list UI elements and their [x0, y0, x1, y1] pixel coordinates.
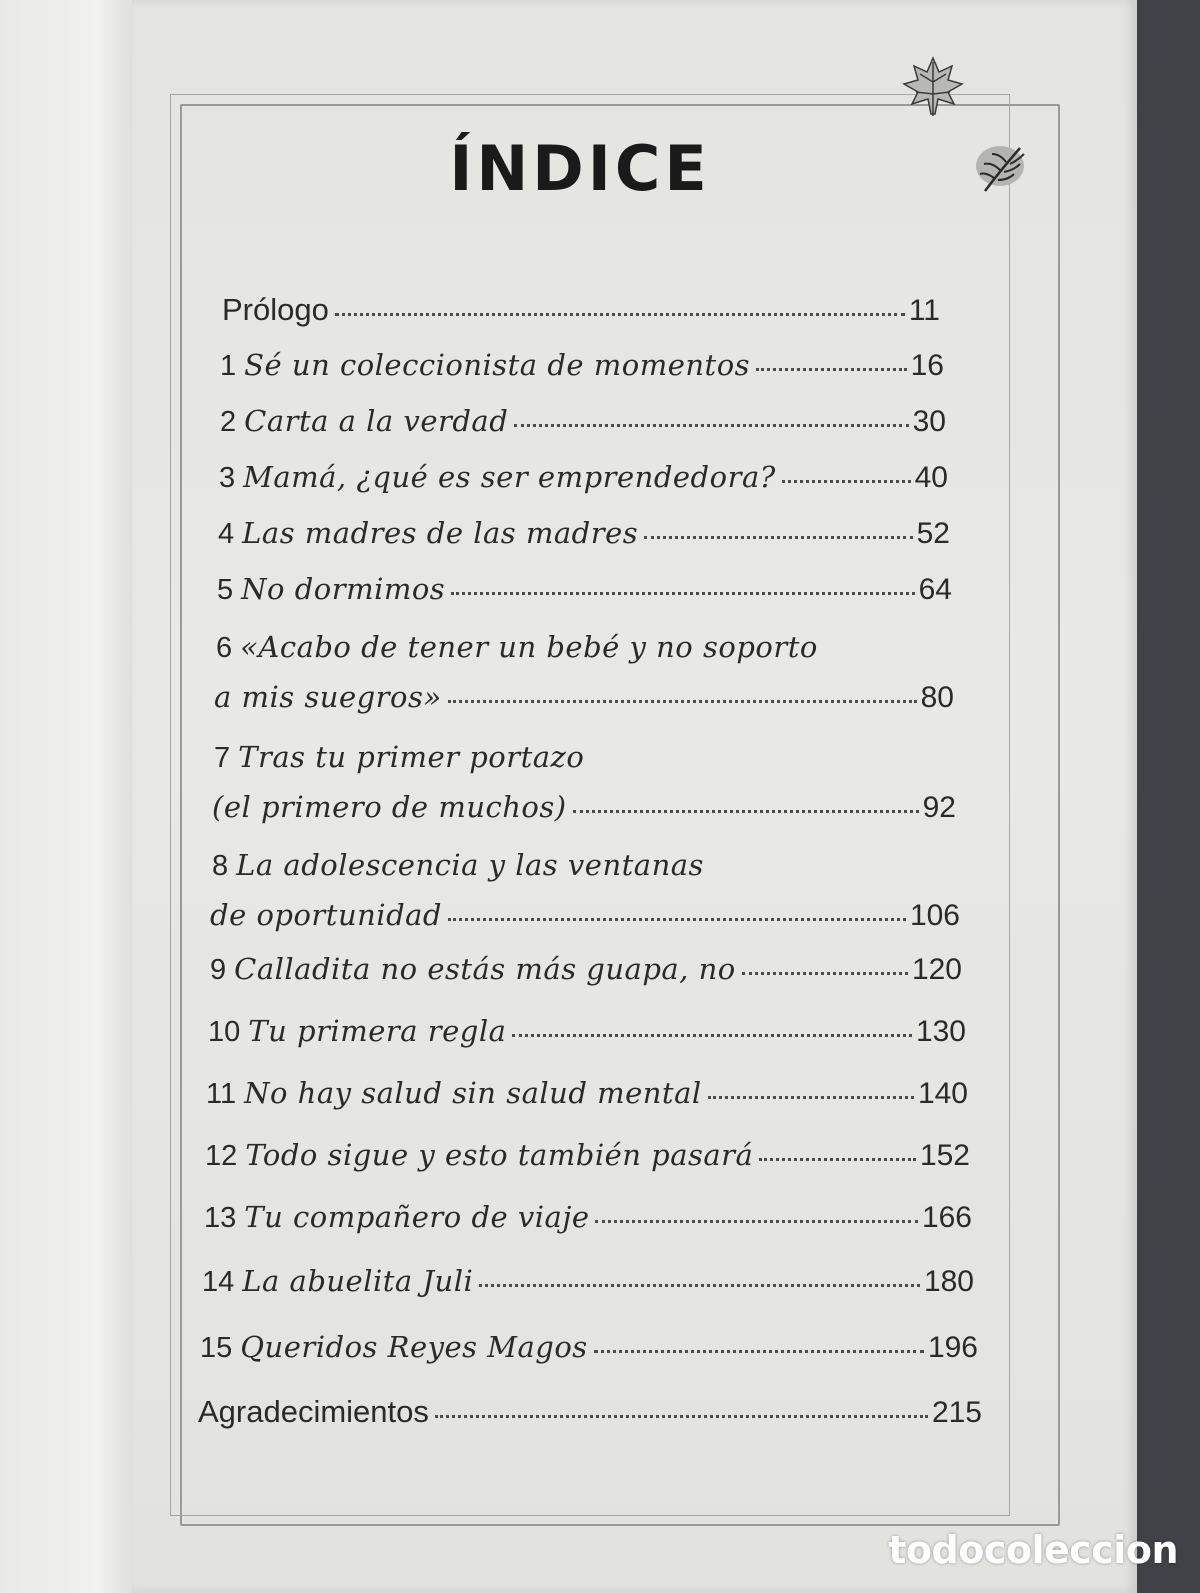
toc-entry-number: 10: [208, 1016, 241, 1048]
page-title: ÍNDICE: [449, 132, 711, 205]
toc-entry-title: Mamá, ¿qué es ser emprendedora?: [243, 460, 776, 494]
toc-entry-title: Tu compañero de viaje: [244, 1200, 590, 1234]
toc-entry-title: No hay salud sin salud mental: [244, 1076, 702, 1110]
toc-entry-title: Sé un coleccionista de momentos: [244, 348, 751, 382]
toc-entry-page: 30: [912, 405, 946, 438]
toc-entry-page: 80: [920, 681, 954, 714]
toc-entry-number: 11: [206, 1078, 237, 1110]
toc-entry: [217, 572, 952, 607]
toc-entry-page: 196: [927, 1331, 978, 1364]
toc-entry-title-cont: (el primero de muchos): [212, 790, 567, 824]
toc-entry-number: 6: [216, 632, 233, 664]
dot-leader: [594, 1350, 924, 1353]
toc-entry-title: Agradecimientos: [198, 1394, 429, 1429]
toc-entry: [210, 898, 960, 933]
toc-entry-number: 9: [210, 954, 227, 986]
toc-entry-title: La adolescencia y las ventanas: [236, 848, 704, 882]
toc-entry-number: 5: [217, 574, 234, 606]
toc-entry-page: 16: [910, 349, 944, 382]
toc-entry-title: Todo sigue y esto también pasará: [245, 1138, 754, 1172]
toc-entry-title-cont: a mis suegros»: [214, 680, 442, 714]
toc-entry: [210, 952, 962, 987]
toc-entry: [204, 1200, 972, 1235]
toc-entry-title: Prólogo: [222, 292, 329, 327]
toc-entry-title: Las madres de las madres: [242, 516, 639, 550]
toc-entry-number: 13: [204, 1202, 237, 1234]
dot-leader: [479, 1284, 920, 1287]
dot-leader: [335, 313, 905, 316]
toc-entry: [205, 1138, 970, 1173]
toc-entry-number: 4: [218, 518, 235, 550]
toc-entry-title: Calladita no estás más guapa, no: [234, 952, 736, 986]
dot-leader: [451, 592, 914, 595]
toc-entry-page: 11: [908, 294, 940, 327]
toc-entry-page: 140: [917, 1077, 968, 1110]
toc-entry-number: 2: [220, 406, 237, 438]
dot-leader: [595, 1220, 917, 1223]
toc-entry: [219, 460, 948, 495]
toc-entry: [212, 790, 956, 825]
toc-entry-number: 1: [220, 350, 237, 382]
toc-entry-page: 215: [931, 1396, 982, 1429]
toc-entry-page: 152: [919, 1139, 970, 1172]
dot-leader: [759, 1158, 916, 1161]
toc-entry: [222, 292, 940, 328]
dot-leader: [782, 480, 911, 483]
toc-entry-title-cont: de oportunidad: [210, 898, 442, 932]
toc-entry-page: 52: [916, 517, 950, 550]
dot-leader: [512, 1034, 912, 1037]
toc-entry-number: 14: [202, 1266, 235, 1298]
toc-entry-page: 130: [915, 1015, 966, 1048]
toc-entry: [202, 1264, 974, 1299]
toc-entry-page: 120: [911, 953, 962, 986]
toc-entry-title: Tu primera regla: [248, 1014, 507, 1048]
toc-entry-title: La abuelita Juli: [242, 1264, 474, 1298]
toc-entry: [220, 404, 946, 439]
toc-entry-line1: [212, 848, 704, 883]
toc-entry-number: 7: [214, 742, 231, 774]
toc-entry: [200, 1330, 978, 1365]
dot-leader: [644, 536, 912, 539]
dot-leader: [756, 368, 907, 371]
toc-entry-number: 12: [205, 1140, 238, 1172]
dot-leader: [742, 972, 908, 975]
dot-leader: [514, 424, 908, 427]
toc-entry-line1: [216, 630, 818, 665]
toc-entry-page: 40: [914, 461, 948, 494]
toc-entry-title: «Acabo de tener un bebé y no soporto: [240, 630, 818, 664]
toc-entry: [206, 1076, 968, 1111]
toc-entry-title: Carta a la verdad: [244, 404, 509, 438]
dot-leader: [708, 1096, 914, 1099]
dot-leader: [573, 810, 919, 813]
toc-entry-number: 3: [219, 462, 236, 494]
toc-entry-page: 64: [918, 573, 952, 606]
toc-entry: [214, 680, 954, 715]
toc-entry-line1: [214, 740, 584, 775]
toc-entry-page: 106: [909, 899, 960, 932]
toc-entry: [218, 516, 950, 551]
toc-entry-title: Tras tu primer portazo: [238, 740, 585, 774]
watermark-logo: todocoleccion: [888, 1528, 1178, 1572]
dot-leader: [448, 700, 917, 703]
toc-entry: [198, 1394, 982, 1430]
toc-entry-title: Queridos Reyes Magos: [240, 1330, 588, 1364]
dot-leader: [435, 1415, 928, 1418]
toc-entry-title: No dormimos: [241, 572, 446, 606]
toc-entry: [220, 348, 944, 383]
toc-entry-page: 180: [923, 1265, 974, 1298]
toc-entry-number: 15: [200, 1332, 233, 1364]
dot-leader: [448, 918, 906, 921]
toc-entry-page: 166: [921, 1201, 972, 1234]
toc-entry-number: 8: [212, 850, 229, 882]
toc-entry-page: 92: [922, 791, 956, 824]
toc-entry: [208, 1014, 966, 1049]
